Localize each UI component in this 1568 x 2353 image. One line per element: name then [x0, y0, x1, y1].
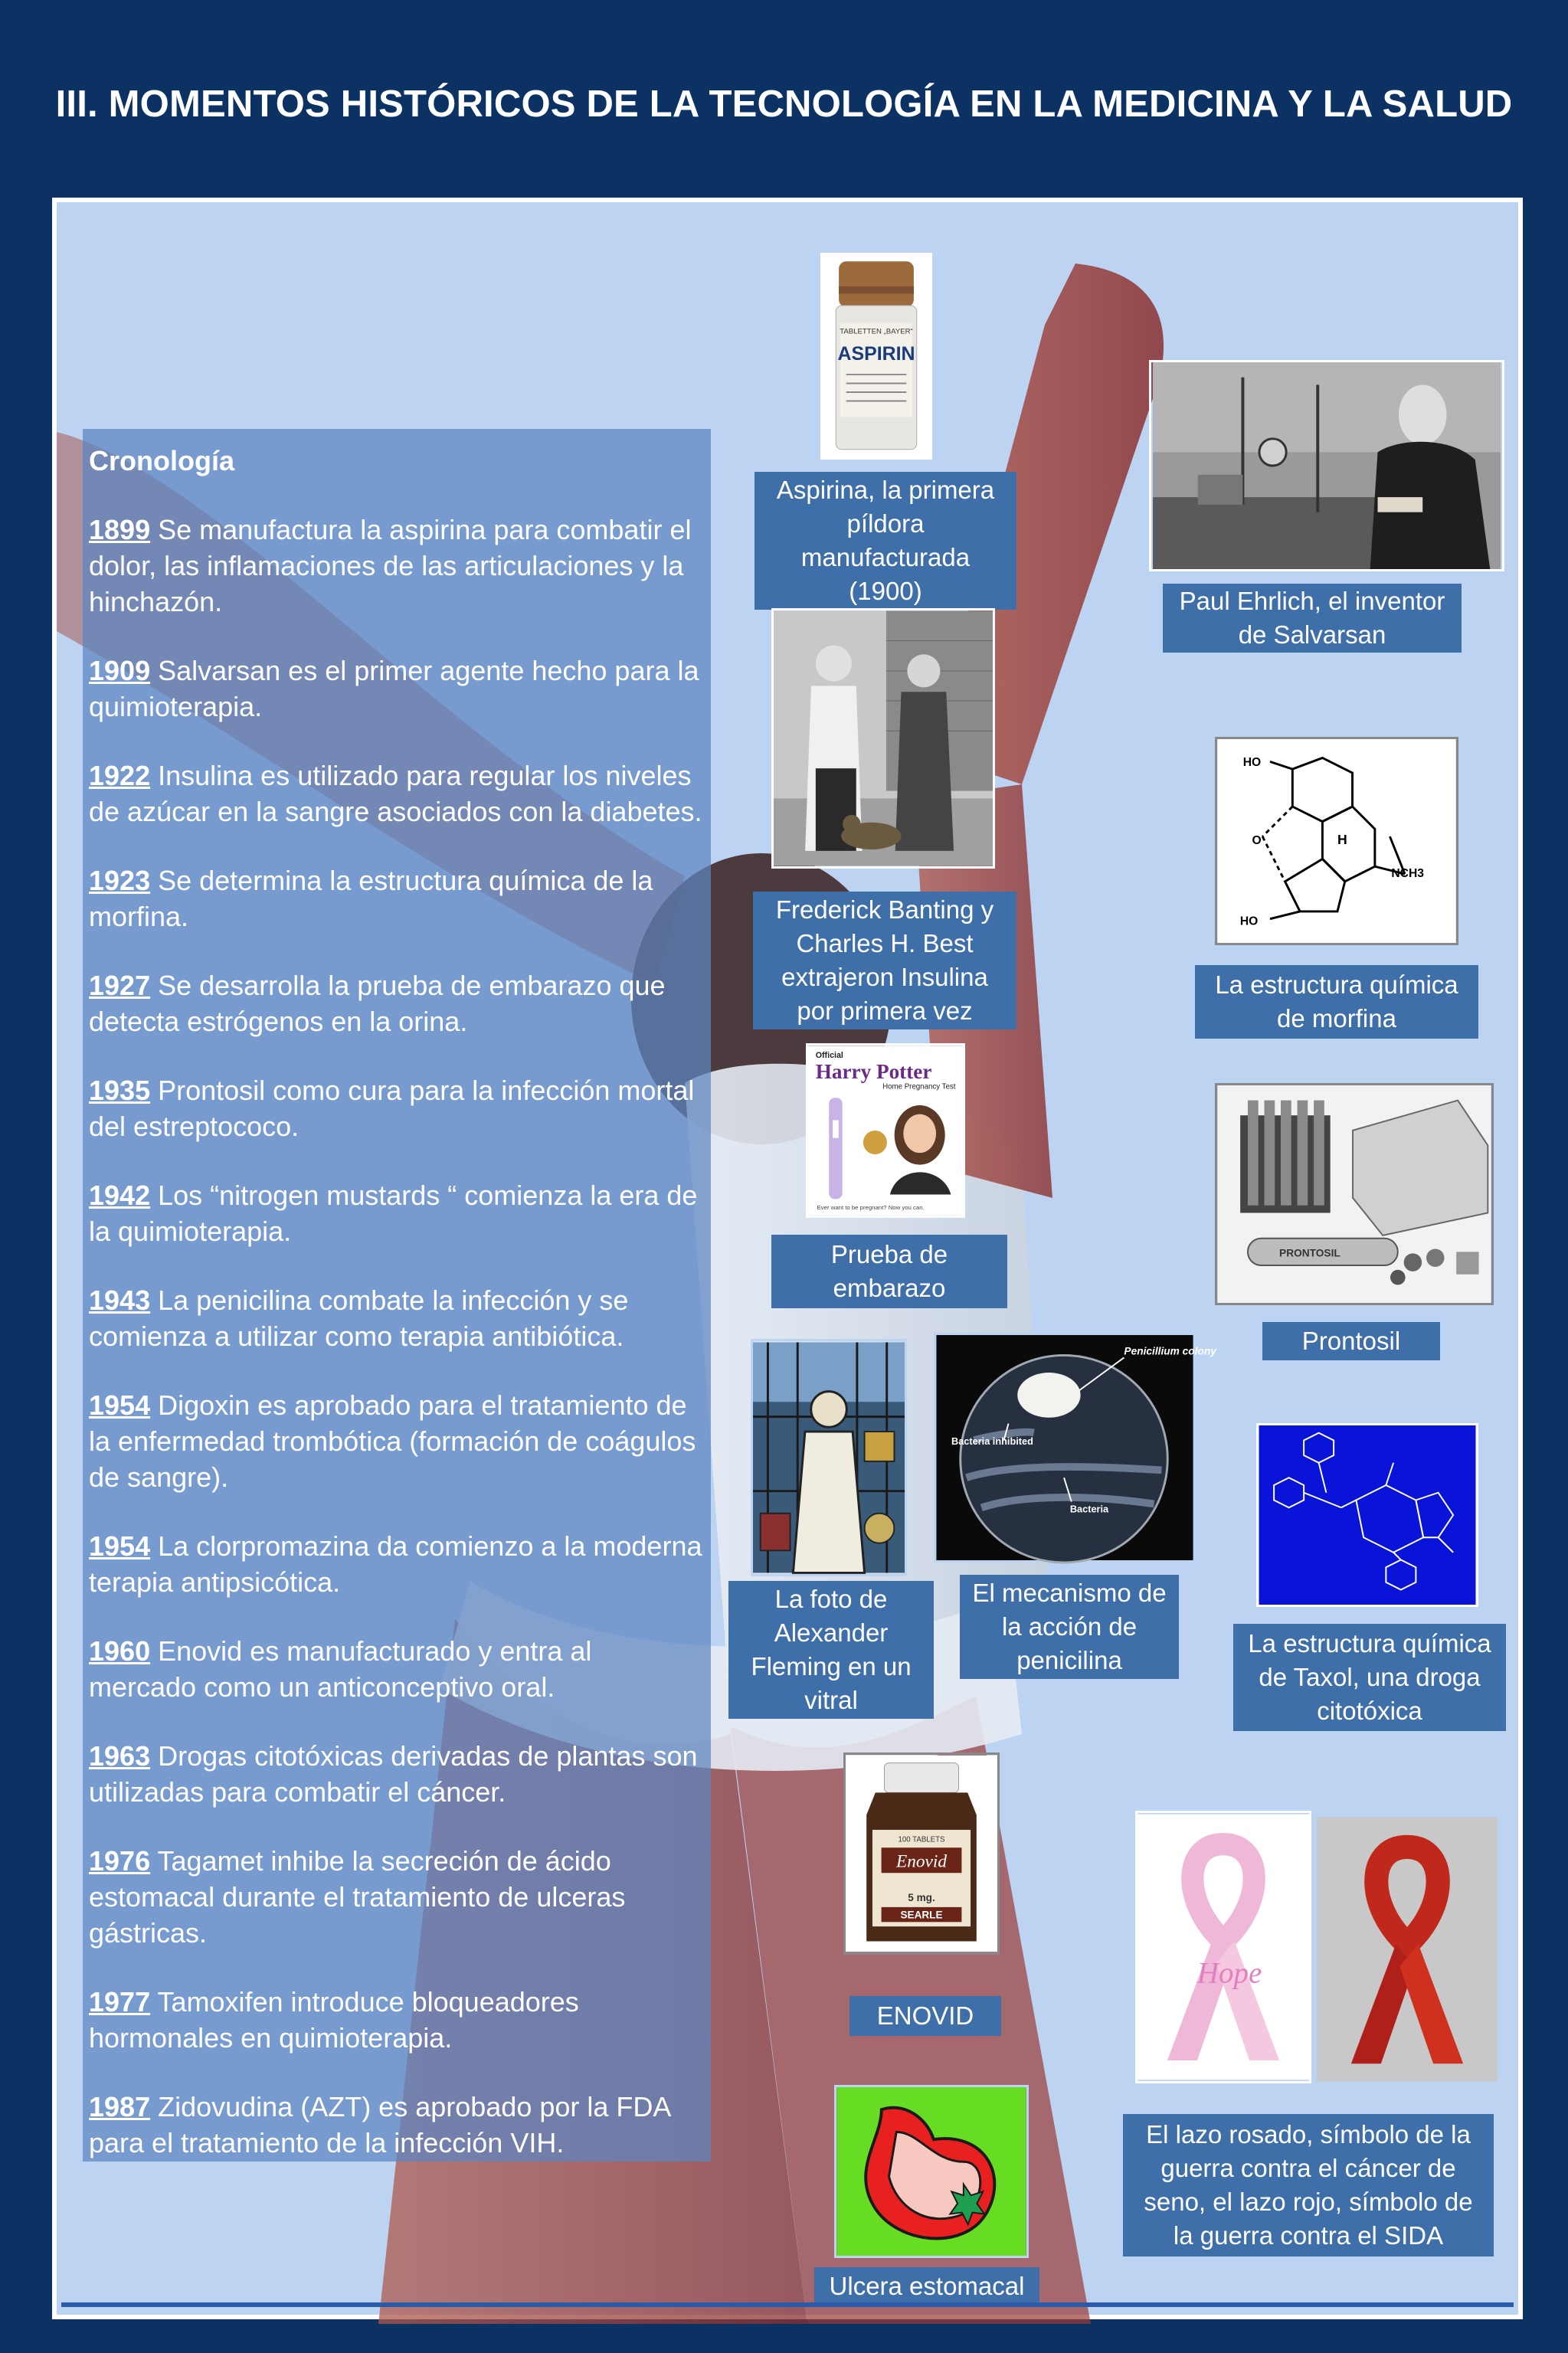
pregnancy-caption: Prueba de embarazo	[771, 1235, 1007, 1308]
fleming-caption: La foto de Alexander Fleming en un vitral	[728, 1581, 934, 1719]
enovid-name-text: Enovid	[896, 1851, 947, 1872]
chronology-box	[83, 429, 711, 2162]
morphine-ho-top: HO	[1242, 756, 1262, 770]
fleming-vitral-image	[751, 1339, 907, 1576]
morphine-h: H	[1337, 831, 1347, 847]
chronology-year: 1960	[89, 1635, 151, 1667]
chronology-year: 1987	[89, 2091, 151, 2122]
chronology-text: Se desarrolla la prueba de embarazo que detecta estrógenos en la orina.	[89, 970, 666, 1037]
chronology-year: 1954	[89, 1389, 151, 1421]
chronology-text: Insulina es utilizado para regular los niveles de azúcar en la sangre asociados con la diabetes.	[89, 760, 702, 827]
aspirin-label-text: ASPIRIN	[837, 342, 915, 365]
chronology-entry	[89, 1633, 705, 1705]
bacteria-label: Bacteria	[1069, 1503, 1109, 1515]
taxol-caption: La estructura química de Taxol, una droga citotóxica	[1233, 1624, 1506, 1731]
taxol-structure-image	[1256, 1423, 1478, 1607]
chronology-entry	[89, 967, 705, 1039]
banting-caption: Frederick Banting y Charles H. Best extrajeron Insulina por primera vez	[753, 892, 1016, 1029]
content-panel	[52, 198, 1523, 2319]
aspirin-caption: Aspirina, la primera píldora manufacturada (1900)	[755, 472, 1016, 610]
chronology-text: Salvarsan es el primer agente hecho para la quimioterapia.	[89, 655, 699, 722]
penicillin-petri-image	[934, 1333, 1216, 1563]
chronology-entry	[89, 1528, 705, 1600]
chronology-entry	[89, 758, 705, 830]
hp-sub-text: Home Pregnancy Test	[882, 1082, 956, 1091]
chronology-entry	[89, 653, 705, 725]
chronology-entry	[89, 1738, 705, 1810]
chronology-text: Tagamet inhibe la secreción de ácido estomacal durante el tratamiento de ulceras gástricas.	[89, 1845, 626, 1949]
chronology-entry	[89, 512, 705, 620]
chronology-entry	[89, 1282, 705, 1354]
penicillin-caption: El mecanismo de la acción de penicilina	[960, 1575, 1179, 1679]
morphine-nch3: NCH3	[1391, 866, 1424, 880]
chronology-text: Zidovudina (AZT) es aprobado por la FDA para el tratamiento de la infección VIH.	[89, 2091, 670, 2158]
enovid-caption: ENOVID	[849, 1996, 1001, 2036]
chronology-entry	[89, 1843, 705, 1951]
paul-ehrlich-photo	[1149, 360, 1504, 571]
aspirin-bottle-image	[820, 253, 932, 460]
prontosil-tube-label: PRONTOSIL	[1279, 1247, 1340, 1259]
chronology-text: Digoxin es aprobado para el tratamiento de la enfermedad trombótica (formación de coágulos de sangre).	[89, 1389, 696, 1493]
chronology-year: 1977	[89, 1986, 151, 2018]
pregnancy-test-image	[806, 1043, 965, 1218]
chronology-text: Se manufactura la aspirina para combatir el dolor, las inflamaciones de las articulaciones y la hinchazón.	[89, 514, 692, 617]
chronology-entry	[89, 2089, 705, 2161]
morphine-structure-image	[1215, 737, 1458, 945]
morphine-o: O	[1252, 833, 1262, 847]
chronology-entry	[89, 1984, 705, 2056]
chronology-text: Drogas citotóxicas derivadas de plantas son utilizadas para combatir el cáncer.	[89, 1740, 698, 1808]
chronology-year: 1963	[89, 1740, 151, 1772]
enovid-maker-text: SEARLE	[900, 1909, 943, 1921]
hp-tagline: Ever want to be pregnant? Now you can.	[817, 1203, 925, 1211]
chronology-heading: Cronología	[89, 445, 234, 476]
morphine-caption: La estructura química de morfina	[1195, 965, 1478, 1039]
chronology-text: Tamoxifen introduce bloqueadores hormonales en quimioterapia.	[89, 1986, 579, 2054]
chronology-year: 1922	[89, 760, 151, 791]
ribbons-caption: El lazo rosado, símbolo de la guerra contra el cáncer de seno, el lazo rojo, símbolo de la guerra contra el SIDA	[1123, 2114, 1494, 2256]
prontosil-caption: Prontosil	[1262, 1322, 1440, 1360]
enovid-bottle-image	[843, 1752, 1000, 1955]
prontosil-photo	[1215, 1083, 1494, 1305]
ehrlich-caption: Paul Ehrlich, el inventor de Salvarsan	[1163, 584, 1462, 653]
pink-ribbon-image	[1135, 1811, 1311, 2083]
chronology-text: Los “nitrogen mustards “ comienza la era de la quimioterapia.	[89, 1180, 698, 1247]
banting-best-photo	[771, 608, 995, 869]
enovid-dose-text: 5 mg.	[908, 1892, 935, 1904]
chronology-text: La penicilina combate la infección y se comienza a utilizar como terapia antibiótica.	[89, 1284, 629, 1352]
bacteria-inhibited-label: Bacteria inhibited	[951, 1435, 1033, 1448]
page-title: III. MOMENTOS HISTÓRICOS DE LA TECNOLOGÍA EN LA MEDICINA Y LA SALUD	[55, 83, 1513, 125]
stomach-ulcer-image	[834, 2085, 1029, 2258]
enovid-count-text: 100 TABLETS	[898, 1835, 945, 1844]
chronology-text: Prontosil como cura para la infección mortal del estreptococo.	[89, 1075, 695, 1142]
chronology-entry	[89, 1387, 705, 1495]
chronology-list	[89, 512, 705, 2161]
aspirin-small-text: TABLETTEN „BAYER“	[840, 327, 913, 336]
morphine-ho-bottom: HO	[1239, 915, 1259, 928]
chronology-entry	[89, 862, 705, 934]
chronology-entry	[89, 1072, 705, 1144]
hp-title-text: Harry Potter	[815, 1060, 932, 1084]
penicillium-label: Penicillium colony	[1124, 1345, 1216, 1357]
hope-text: Hope	[1196, 1956, 1262, 1990]
ulcer-caption: Ulcera estomacal	[814, 2267, 1039, 2306]
chronology-entry	[89, 1177, 705, 1249]
chronology-year: 1927	[89, 970, 151, 1001]
chronology-text: La clorpromazina da comienzo a la moderna terapia antipsicótica.	[89, 1530, 702, 1598]
red-ribbon-image	[1314, 1814, 1500, 2085]
chronology-year: 1976	[89, 1845, 151, 1877]
chronology-year: 1942	[89, 1180, 151, 1211]
chronology-year: 1943	[89, 1284, 151, 1316]
chronology-year: 1935	[89, 1075, 151, 1106]
chronology-year: 1954	[89, 1530, 151, 1562]
chronology-text: Enovid es manufacturado y entra al mercado como un anticonceptivo oral.	[89, 1635, 592, 1703]
hp-official-text: Official	[815, 1050, 843, 1060]
chronology-year: 1923	[89, 865, 151, 896]
chronology-year: 1909	[89, 655, 151, 686]
chronology-text: Se determina la estructura química de la morfina.	[89, 865, 653, 932]
panel-bottom-rule	[61, 2302, 1514, 2307]
chronology-year: 1899	[89, 514, 151, 545]
